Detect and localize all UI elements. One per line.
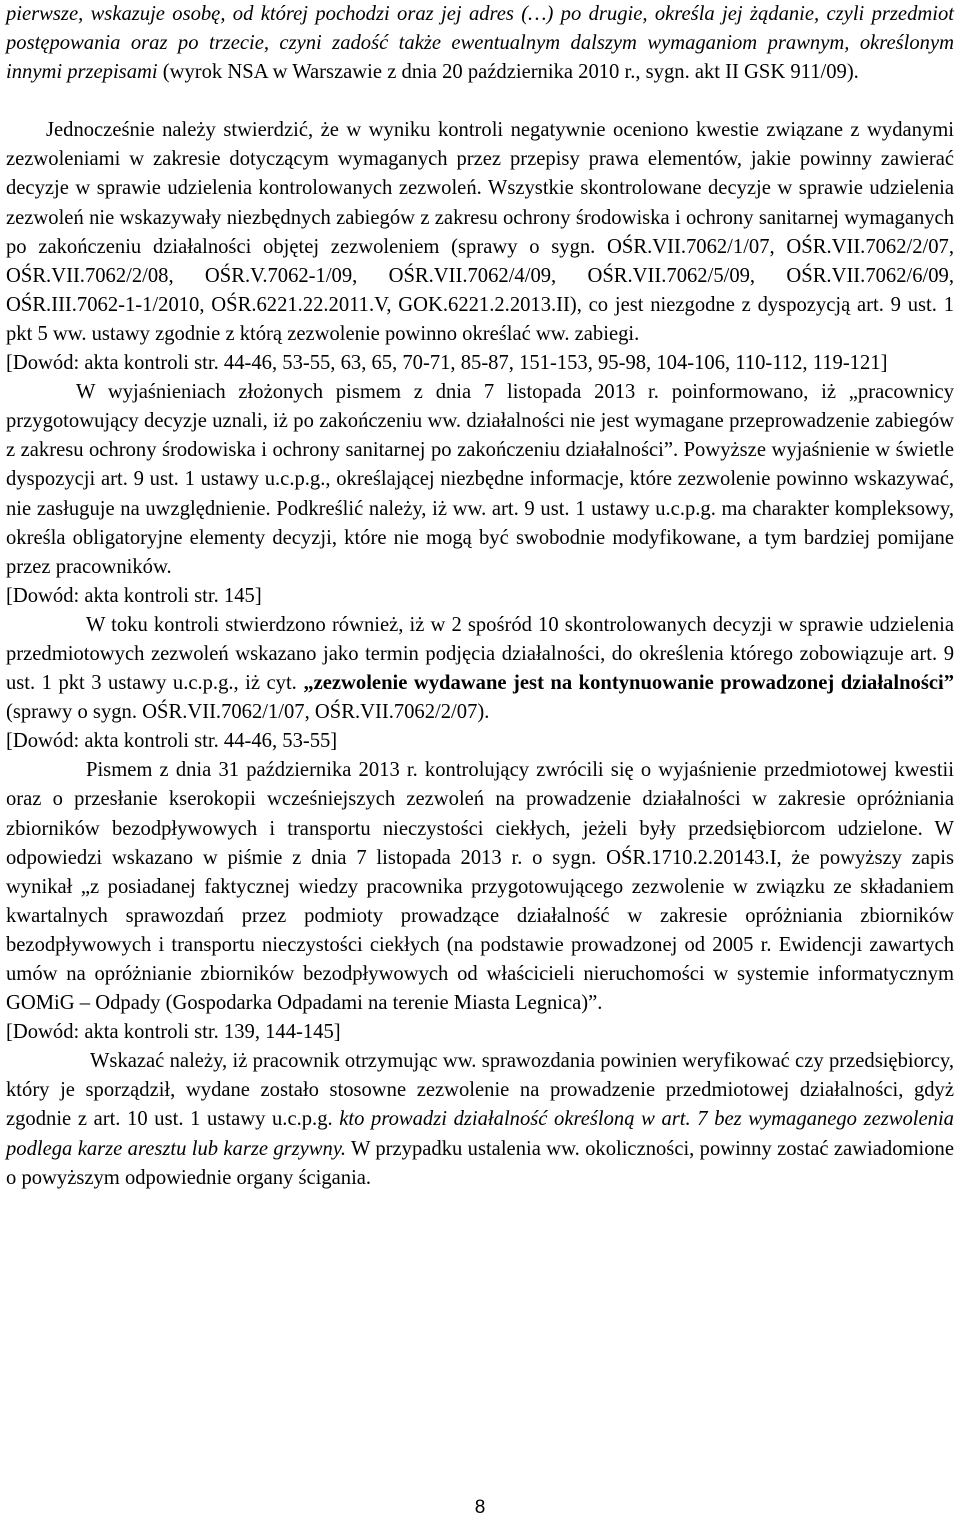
bold-quote: „zezwolenie wydawane jest na kontynuowanie prowadzonej działalności” (303, 672, 954, 695)
evidence-reference: [Dowód: akta kontroli str. 44-46, 53-55, 63, 65, 70-71, 85-87, 151-153, 95-98, 104-106, 110-112, 119-121] (6, 352, 888, 375)
evidence-reference: [Dowód: akta kontroli str. 145] (6, 584, 262, 607)
italic-legal-quote: kto prowadzi działalność określoną w art. 7 bez wymaganego zezwolenia podlega karze aresztu lub karze grzywny. (6, 1108, 954, 1160)
paragraph-explanations: W wyjaśnieniach złożonych pismem z dnia 7 listopada 2013 r. poinformowano, iż „pracownicy przygotowujący decyzje uznali, iż po zakończeniu ww. działalności nie jest wymagane przeprowadzenie zabiegów z zakresu ochrony środowiska i ochrony sanitarnej po zakończeniu działalności”. Powyższe wyjaśnienie w świetle dyspozycji art. 9 ust. 1 ustawy u.c.p.g., określającej niezbędne informacje, które zezwolenie powinno wskazywać, nie zasługuje na uwzględnienie. Podkreślić należy, iż ww. art. 9 ust. 1 ustawy u.c.p.g. ma charakter kompleksowy, określa obligatoryjne elementy decyzji, które nie mogą być swobodnie modyfikowane, a tym bardziej pomijane przez pracowników. (6, 381, 954, 578)
page-number: 8 (474, 1497, 486, 1518)
judgment-reference: (wyrok NSA w Warszawie z dnia 20 października 2010 r., sygn. akt II GSK 911/09). (157, 61, 859, 84)
document-body (6, 0, 954, 1193)
paragraph-request-letter: Pismem z dnia 31 października 2013 r. kontrolujący zwrócili się o wyjaśnienie przedmiotowej kwestii oraz o przesłanie kserokopii wcześniejszych zezwoleń na prowadzenie działalności w zakresie opróżniania zbiorników bezodpływowych i transportu nieczystości ciekłych, jeżeli były przedsiębiorcom udzielone. W odpowiedzi wskazano w piśmie z dnia 7 listopada 2013 r. o sygn. OŚR.1710.2.20143.I, że powyższy zapis wynikał „z posiadanej faktycznej wiedzy pracownika przygotowującego zezwolenie w związku ze składaniem kwartalnych sprawozdań przez podmioty prowadzące działalność w zakresie opróżniania zbiorników bezodpływowych i transportu nieczystości ciekłych (na podstawie prowadzonej od 2005 r. Ewidencji zawartych umów na opróżnianie zbiorników bezodpływowych od właścicieli nieruchomości w systemie informatycznym GOMiG – Odpady (Gospodarka Odpadami na terenie Miasta Legnica)”. (6, 759, 954, 1015)
paragraph-start-date-finding: W toku kontroli stwierdzono również, iż w 2 spośród 10 skontrolowanych decyzji w sprawie udzielenia przedmiotowych zezwoleń wskazano jako termin podjęcia działalności, do określenia którego zobowiązuje art. 9 ust. 1 pkt 3 ustawy u.c.p.g., iż cyt. „zezwolenie wydawane jest na kontynuowanie prowadzonej działalności” (sprawy o sygn. OŚR.VII.7062/1/07, OŚR.VII.7062/2/07). (6, 613, 954, 724)
evidence-reference: [Dowód: akta kontroli str. 139, 144-145] (6, 1021, 341, 1044)
paragraph-verification-duty: Wskazać należy, iż pracownik otrzymując ww. sprawozdania powinien weryfikować czy przedsiębiorcy, który je sporządził, wydane zostało stosowne zezwolenie na prowadzenie przedmiotowej działalności, gdyż zgodnie z art. 10 ust. 1 ustawy u.c.p.g. kto prowadzi działalność określoną w art. 7 bez wymaganego zezwolenia podlega karze aresztu lub karze grzywny. W przypadku ustalenia ww. okoliczności, powinny zostać zawiadomione o powyższym odpowiednie organy ścigania. (6, 1050, 954, 1189)
paragraph-negative-assessment: Jednocześnie należy stwierdzić, że w wyniku kontroli negatywnie oceniono kwestie związane z wydanymi zezwoleniami w zakresie dotyczącym wymaganych przez przepisy prawa elementów, jakie powinny zawierać decyzje w sprawie udzielenia kontrolowanych zezwoleń. Wszystkie skontrolowane decyzje w sprawie udzielenia zezwoleń nie wskazywały niezbędnych zabiegów z zakresu ochrony środowiska i ochrony sanitarnej wymaganych po zakończeniu działalności objętej zezwoleniem (sprawy o sygn. OŚR.VII.7062/1/07, OŚR.VII.7062/2/07, OŚR.VII.7062/2/08, OŚR.V.7062-1/09, OŚR.VII.7062/4/09, OŚR.VII.7062/5/09, OŚR.VII.7062/6/09, OŚR.III.7062-1-1/2010, OŚR.6221.22.2011.V, GOK.6221.2.2013.II), co jest niezgodne z dyspozycją art. 9 ust. 1 pkt 5 ww. ustawy zgodnie z którą zezwolenie powinno określać ww. zabiegi. (6, 119, 954, 345)
evidence-reference: [Dowód: akta kontroli str. 44-46, 53-55] (6, 730, 338, 753)
quoted-judgment-text: pierwsze, wskazuje osobę, od której pochodzi oraz jej adres (…) po drugie, określa jej żądanie, czyli przedmiot postępowania oraz po trzecie, czyni zadość także ewentualnym dalszym wymaganiom prawnym, określonym innymi przepisami (6, 3, 954, 84)
paragraph-citation-continuation (6, 0, 954, 87)
